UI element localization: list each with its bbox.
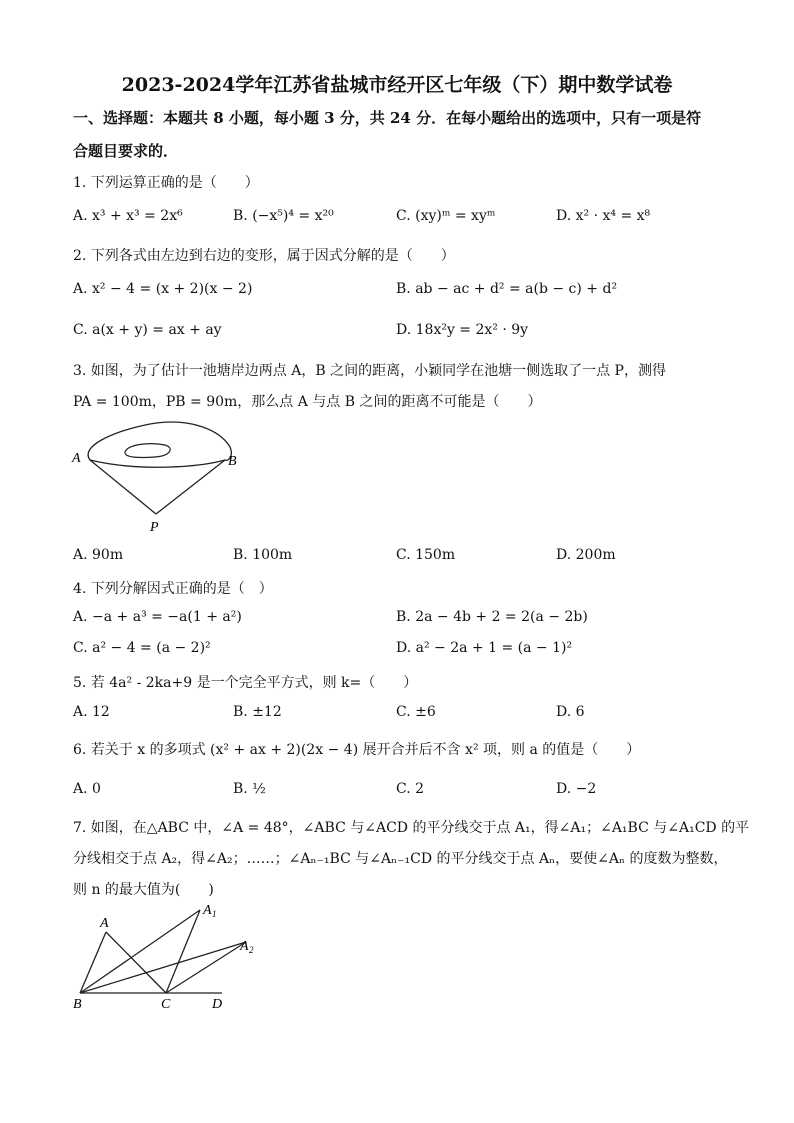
triangle-figure [70, 900, 270, 1012]
q6-option-c: C. 2 [396, 781, 425, 797]
q3-option-d: D. 200m [556, 547, 616, 563]
q3-option-c: C. 150m [396, 547, 456, 563]
label-a2-subscript: 2 [249, 945, 254, 955]
q1-option-b: B. (−x⁵)⁴ = x²⁰ [233, 208, 334, 224]
question-5-stem: 5. 若 4a² - 2ka+9 是一个完全平方式，则 k=（ ） [73, 675, 418, 691]
section-heading-cont: 合题目要求的． [73, 142, 179, 160]
q1-option-c: C. (xy)ᵐ = xyᵐ [396, 208, 496, 224]
question-4-stem: 4. 下列分解因式正确的是（ ） [73, 581, 273, 597]
q4-option-b: B. 2a − 4b + 2 = 2(a − 2b) [396, 609, 588, 625]
q5-option-b: B. ±12 [233, 704, 282, 720]
q5-option-c: C. ±6 [396, 704, 436, 720]
page-title: 2023-2024学年江苏省盐城市经开区七年级（下）期中数学试卷 [121, 74, 673, 96]
label-a1-subscript: 1 [212, 909, 217, 919]
q6-option-a: A. 0 [73, 781, 101, 797]
q4-option-a: A. −a + a³ = −a(1 + a²) [73, 609, 242, 625]
label-a2: A [240, 939, 249, 954]
question-1-stem: 1. 下列运算正确的是（ ） [73, 175, 259, 191]
q2-option-d: D. 18x²y = 2x² · 9y [396, 322, 529, 338]
q4-option-d: D. a² − 2a + 1 = (a − 1)² [396, 640, 573, 656]
q2-option-b: B. ab − ac + d² = a(b − c) + d² [396, 281, 618, 297]
q6-option-d: D. −2 [556, 781, 597, 797]
q2-option-a: A. x² − 4 = (x + 2)(x − 2) [73, 281, 253, 297]
label-d: D [212, 997, 223, 1012]
question-7-stem-cont2: 则 n 的最大值为( ) [73, 882, 214, 898]
segment-pa [90, 460, 156, 514]
q5-option-a: A. 12 [73, 704, 110, 720]
question-6-stem: 6. 若关于 x 的多项式 (x² + ax + 2)(2x − 4) 展开合并后不含 x² 项，则 a 的值是（ ） [73, 742, 641, 758]
q1-option-a: A. x³ + x³ = 2x⁶ [73, 208, 183, 224]
question-3-stem: 3. 如图，为了估计一池塘岸边两点 A，B 之间的距离，小颖同学在池塘一侧选取了一点 P，测得 [73, 363, 666, 379]
label-a: A [72, 451, 81, 466]
label-b: B [73, 997, 82, 1012]
label-p: P [150, 520, 159, 535]
line-b-a2 [80, 942, 246, 993]
label-c: C [161, 997, 171, 1012]
q1-option-d: D. x² · x⁴ = x⁸ [556, 208, 651, 224]
q6-option-b: B. ½ [233, 781, 266, 797]
question-2-stem: 2. 下列各式由左边到右边的变形，属于因式分解的是（ ） [73, 248, 455, 264]
label-a1: A [203, 903, 212, 918]
question-3-stem-cont: PA = 100m，PB = 90m，那么点 A 与点 B 之间的距离不可能是（ ） [73, 394, 542, 410]
q3-option-b: B. 100m [233, 547, 293, 563]
label-a: A [100, 916, 109, 931]
q5-option-d: D. 6 [556, 704, 585, 720]
q3-option-a: A. 90m [73, 547, 124, 563]
question-7-stem-cont: 分线相交于点 A₂，得∠A₂；……；∠Aₙ₋₁BC 与∠Aₙ₋₁CD 的平分线交于点 Aₙ，要使∠Aₙ 的度数为整数， [73, 851, 728, 867]
line-c-a2 [166, 942, 246, 993]
section-heading: 一、选择题：本题共 8 小题，每小题 3 分，共 24 分．在每小题给出的选项中，只有一项是符 [73, 109, 702, 127]
segment-pb [156, 460, 225, 514]
pond-figure [70, 412, 250, 538]
q4-option-c: C. a² − 4 = (a − 2)² [73, 640, 211, 656]
label-b: B [228, 454, 237, 469]
q2-option-c: C. a(x + y) = ax + ay [73, 322, 222, 338]
pond-inner-island [125, 444, 170, 458]
question-7-stem: 7. 如图，在△ABC 中，∠A = 48°，∠ABC 与∠ACD 的平分线交于点 A₁，得∠A₁；∠A₁BC 与∠A₁CD 的平 [73, 820, 750, 836]
line-a-c [106, 932, 166, 993]
